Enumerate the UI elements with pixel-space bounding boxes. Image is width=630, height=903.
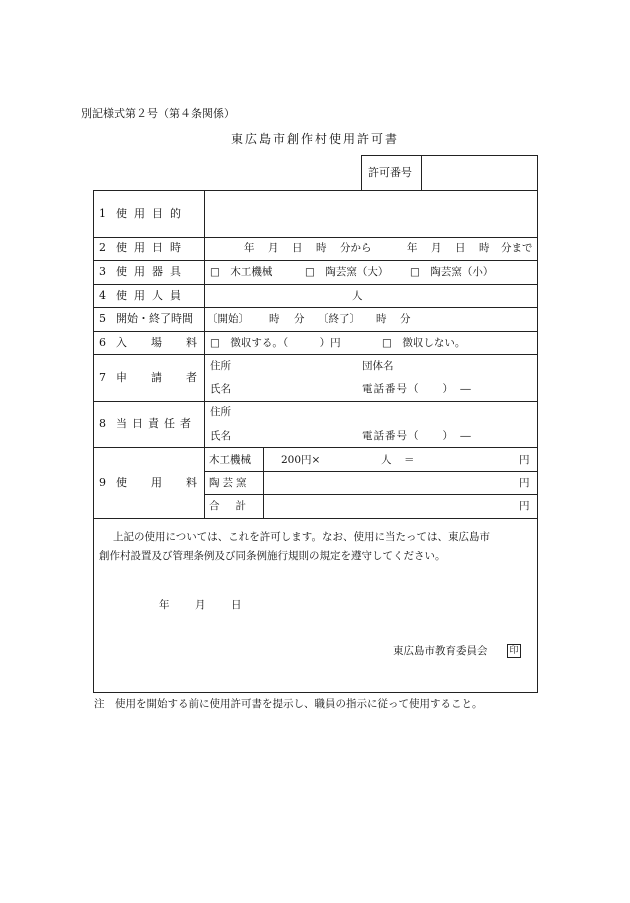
start-minute: 分	[294, 313, 305, 325]
row-number: 7	[99, 371, 106, 384]
fee-unit-price: 200円×	[281, 454, 321, 466]
label-times: 開始・終了時間	[116, 312, 193, 325]
permit-number-label: 許可番号	[368, 166, 412, 179]
people-unit: 人	[352, 290, 363, 302]
row-number: 2	[99, 241, 106, 254]
from-hour: 時	[316, 242, 327, 254]
start-label: 〔開始〕	[207, 313, 249, 325]
fee-total-label: 合計	[209, 500, 262, 512]
fee-person-unit: 人	[381, 454, 392, 466]
duty-phone-label: 電話番号（ ） ―	[362, 430, 472, 442]
seal-mark: 印	[507, 644, 521, 658]
row-number: 6	[99, 336, 106, 349]
row-number: 4	[99, 289, 106, 302]
fee-equals: ＝	[404, 454, 415, 466]
end-label: 〔終了〕	[318, 313, 360, 325]
label-duty-person: 当日責任者	[116, 417, 196, 430]
label-datetime: 使用日時	[116, 241, 188, 254]
label-equipment: 使用器具	[116, 265, 188, 278]
from-year: 年	[244, 242, 255, 254]
statement-line-1: 上記の使用については、これを許可します。なお、使用に当たっては、東広島市	[113, 531, 490, 543]
end-minute: 分	[400, 313, 411, 325]
fee-wood-yen: 円	[519, 454, 530, 466]
page-title: 東広島市創作村使用許可書	[230, 132, 399, 146]
fee-wood-label: 木工機械	[209, 454, 251, 466]
start-hour: 時	[269, 313, 280, 325]
option-no-collect[interactable]: □ 徴収しない。	[382, 337, 466, 349]
applicant-group-label: 団体名	[362, 360, 394, 372]
to-month: 月	[431, 242, 442, 254]
from-day: 日	[292, 242, 303, 254]
option-kiln-large[interactable]: □ 陶芸窯（大）	[305, 266, 389, 278]
applicant-address-label: 住所	[210, 360, 231, 372]
fee-total-yen: 円	[519, 500, 530, 512]
to-minute: 分まで	[501, 242, 533, 254]
row-number: 8	[99, 417, 106, 430]
option-collect[interactable]: □ 徴収する。（ ）円	[210, 337, 341, 349]
option-wood-machine[interactable]: □ 木工機械	[210, 266, 273, 278]
date-month: 月	[195, 599, 206, 611]
form-reference: 別記様式第２号（第４条関係）	[81, 107, 235, 120]
label-purpose: 使用目的	[116, 207, 188, 220]
duty-address-label: 住所	[210, 406, 231, 418]
end-hour: 時	[376, 313, 387, 325]
row-number: 3	[99, 265, 106, 278]
to-hour: 時	[479, 242, 490, 254]
statement-line-2: 創作村設置及び管理条例及び同条例施行規則の規定を遵守してください。	[99, 550, 446, 562]
date-year: 年	[159, 599, 170, 611]
issuer-name: 東広島市教育委員会	[393, 645, 488, 657]
to-year: 年	[407, 242, 418, 254]
row-number: 5	[99, 312, 106, 325]
applicant-phone-label: 電話番号（ ） ―	[362, 383, 472, 395]
label-usage-fee: 使用料	[116, 476, 221, 489]
row-number: 1	[99, 207, 106, 220]
label-applicant: 申請者	[116, 371, 221, 384]
label-people: 使用人員	[116, 289, 188, 302]
applicant-name-label: 氏名	[210, 383, 231, 395]
from-minute: 分から	[340, 242, 372, 254]
duty-name-label: 氏名	[210, 430, 231, 442]
fee-kiln-yen: 円	[519, 477, 530, 489]
from-month: 月	[268, 242, 279, 254]
option-kiln-small[interactable]: □ 陶芸窯（小）	[410, 266, 494, 278]
footnote: 注 使用を開始する前に使用許可書を提示し、職員の指示に従って使用すること。	[94, 698, 483, 710]
to-day: 日	[455, 242, 466, 254]
date-day: 日	[231, 599, 242, 611]
row-number: 9	[99, 476, 106, 489]
label-entry-fee: 入場料	[116, 336, 221, 349]
fee-kiln-label: 陶芸窯	[209, 477, 250, 489]
